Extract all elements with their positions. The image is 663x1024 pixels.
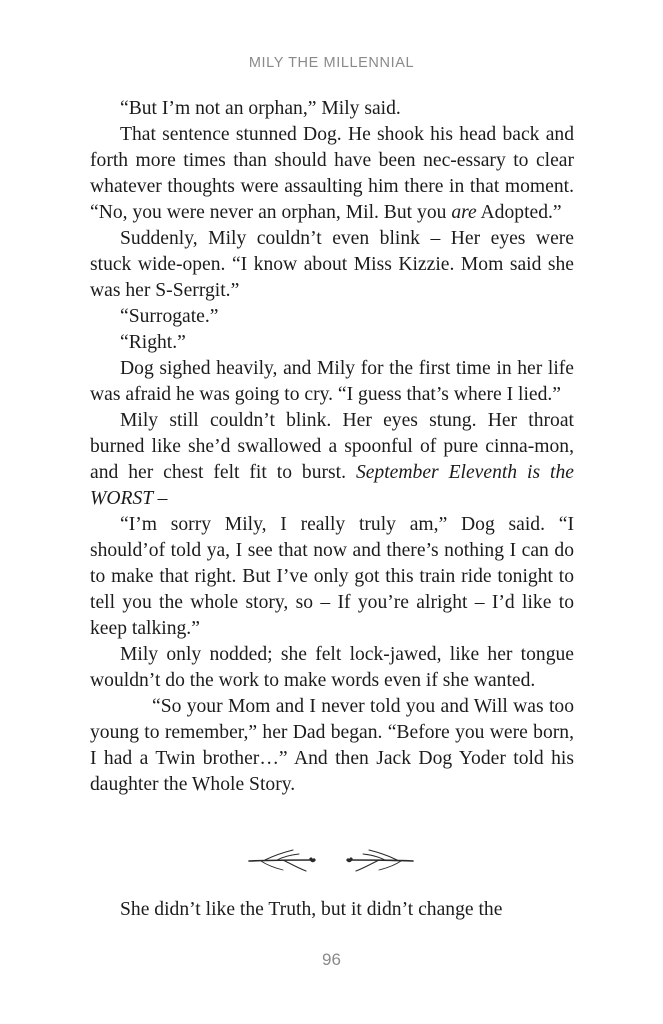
paragraph: “But I’m not an orphan,” Mily said. <box>120 98 401 119</box>
paragraph: Mily only nodded; she felt lock-jawed, like her tongue wouldn’t do the work to make words even if she wanted. <box>90 644 574 691</box>
paragraph: “Surrogate.” <box>120 306 219 327</box>
paragraph: “Right.” <box>120 332 186 353</box>
running-header: MILY THE MILLENNIAL <box>248 55 415 71</box>
paragraph: Mily still couldn’t blink. Her eyes stung. Her throat burned like she’d swallowed a spoonful of pure cinna-mon, and her chest felt fit to burst. September Eleventh is the WORST – <box>90 410 574 509</box>
paragraph: Suddenly, Mily couldn’t even blink – Her eyes were stuck wide-open. “I know about Miss Kizzie. Mom said she was her S-Serrgit.” <box>90 228 574 301</box>
paragraph: She didn’t like the Truth, but it didn’t change the <box>120 899 503 920</box>
body-text <box>90 96 574 798</box>
paragraph: Dog sighed heavily, and Mily for the first time in her life was afraid he was going to cry. “I guess that’s where I lied.” <box>90 358 574 405</box>
page-number: 96 <box>322 950 341 969</box>
twig-section-break-ornament-icon <box>243 843 419 877</box>
paragraph: “I’m sorry Mily, I really truly am,” Dog said. “I should’of told ya, I see that now and there’s nothing I can do to make that right. But I’ve only got this train ride tonight to tell you the whole story, so – If you’re alright – I’d like to keep talking.” <box>90 514 574 639</box>
body-text-after-break <box>90 897 574 923</box>
paragraph: “So your Mom and I never told you and Will was too young to remember,” her Dad began. “Before you were born, I had a Twin brother…” And then Jack Dog Yoder told his daughter the Whole Story. <box>90 696 574 795</box>
paragraph: That sentence stunned Dog. He shook his head back and forth more times than should have been nec-essary to clear whatever thoughts were assaulting him there in that moment. “No, you were never an orphan, Mil. But you are Adopted.” <box>90 124 574 223</box>
